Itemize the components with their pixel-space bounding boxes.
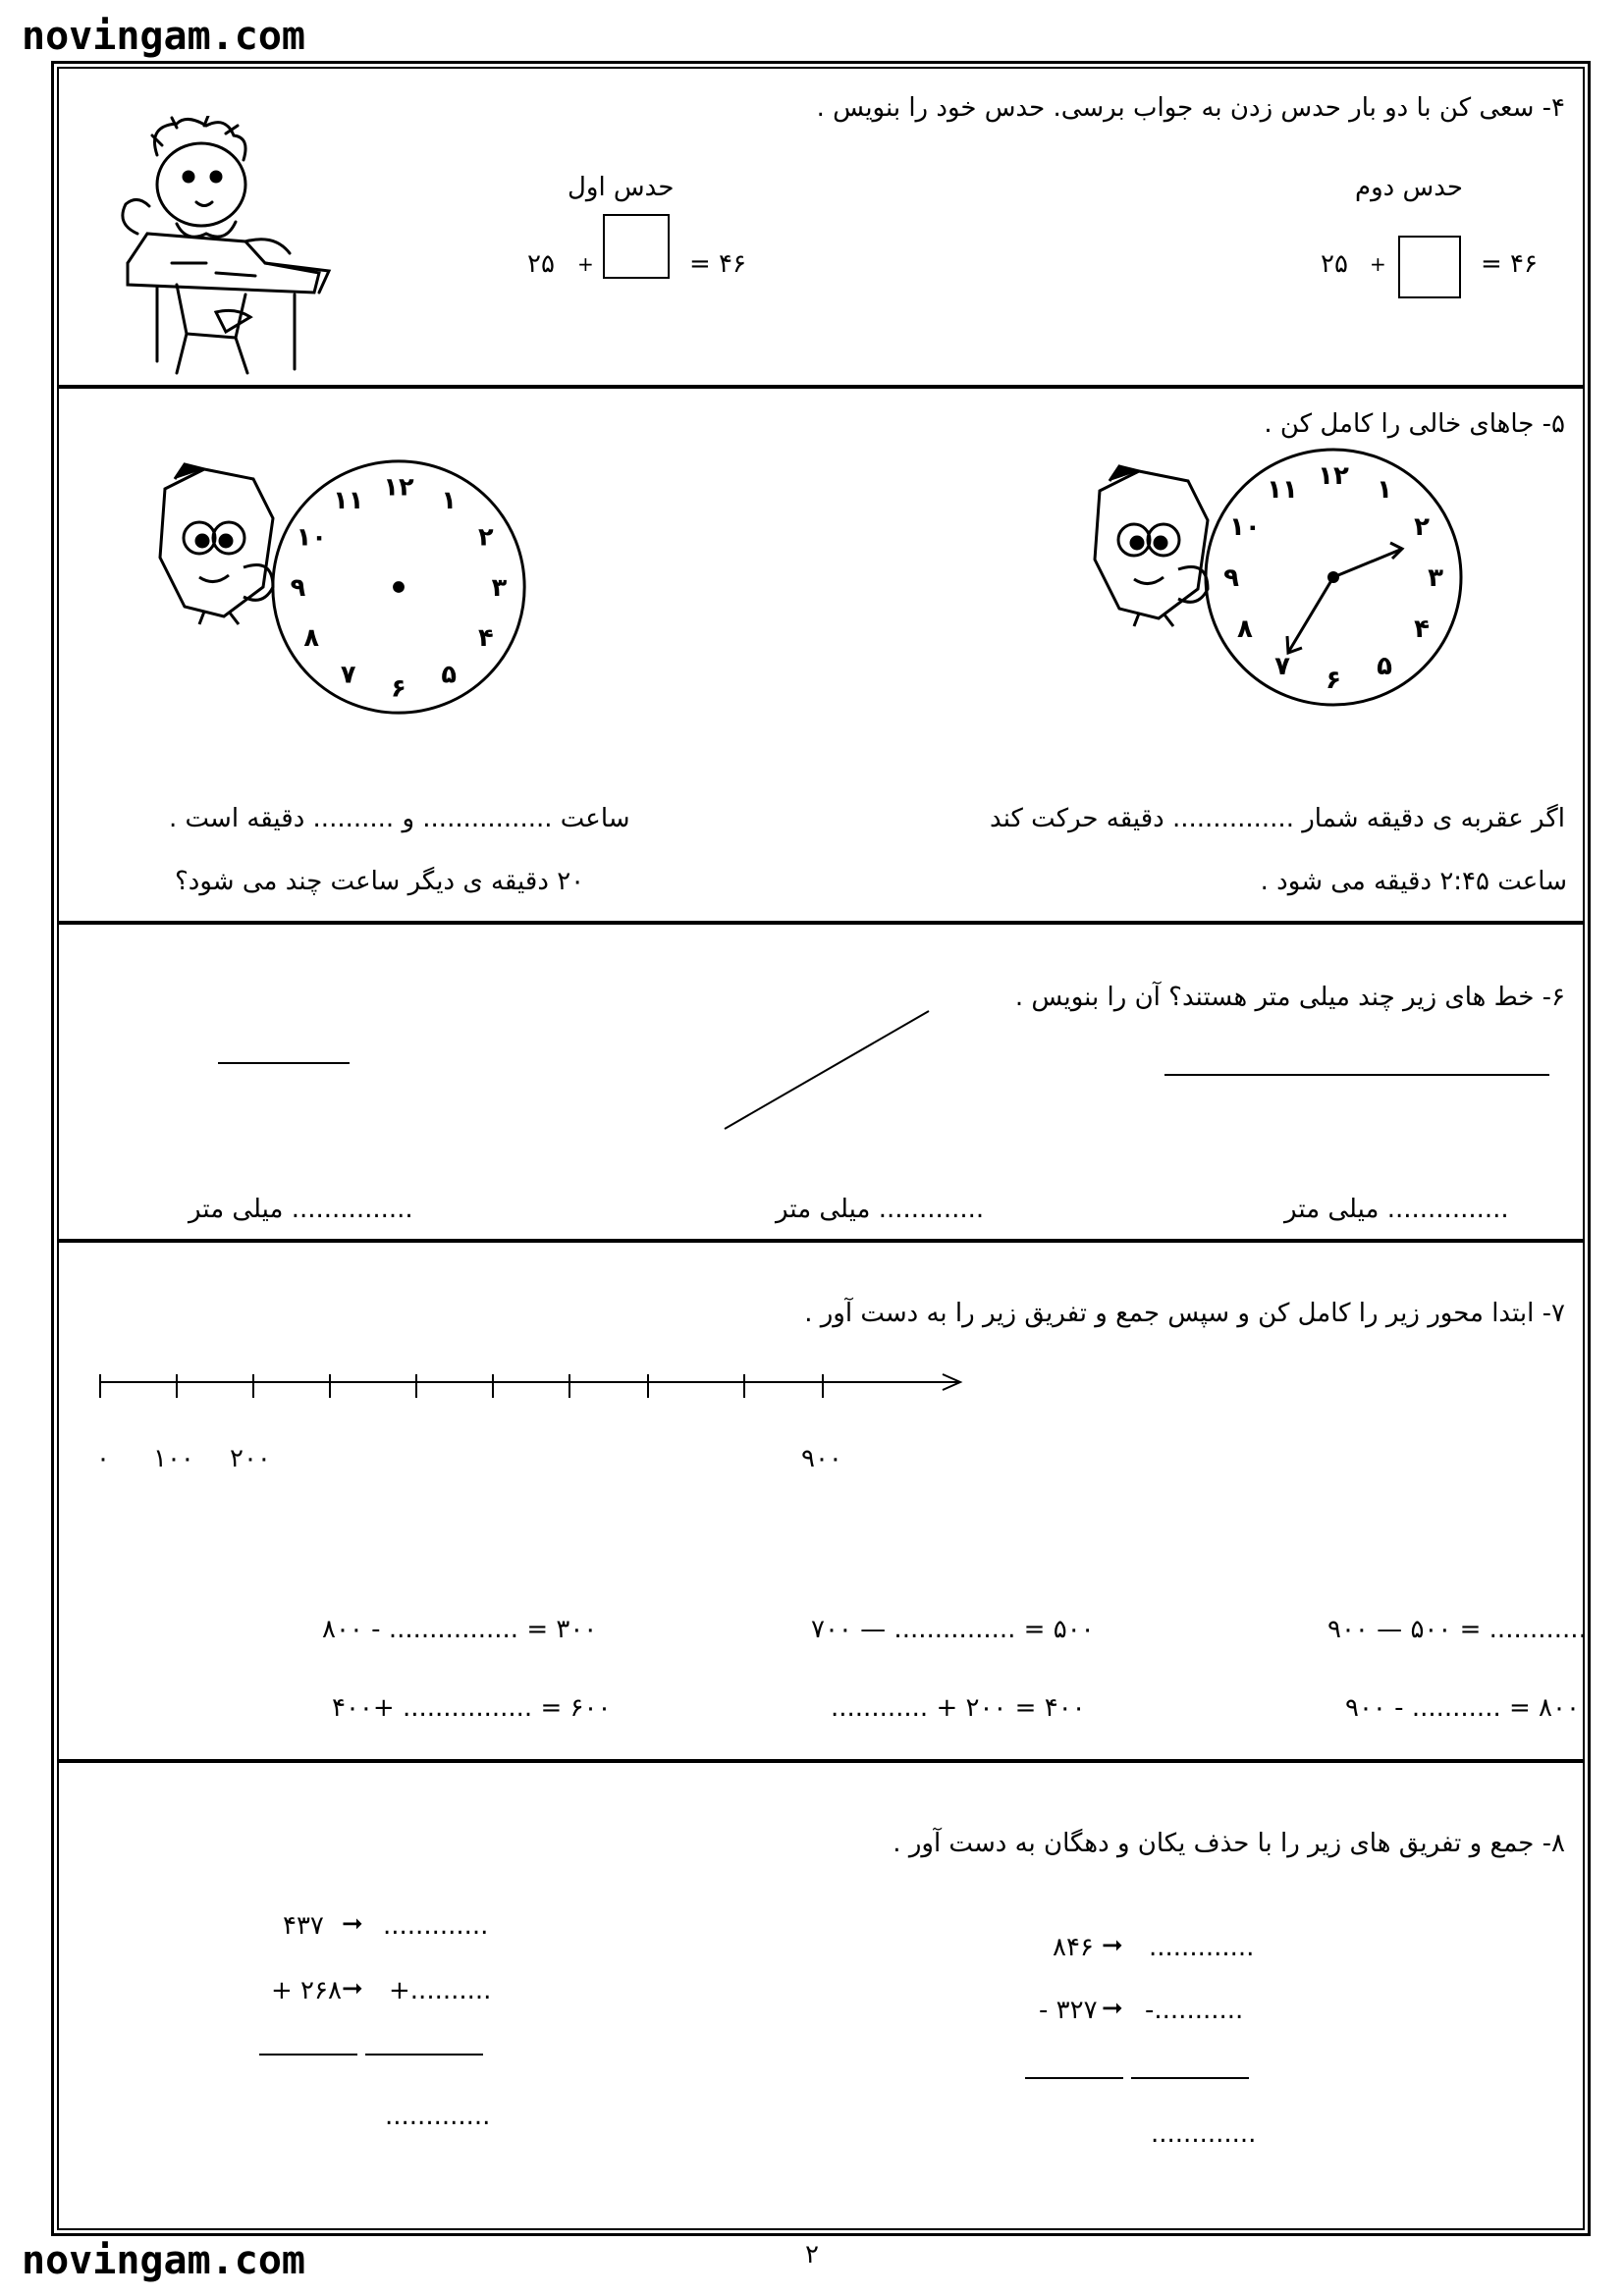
clock-with-hands (1196, 440, 1471, 715)
line-segment-2 (723, 1007, 933, 1133)
clock-numeral-4: ۴ (477, 623, 494, 654)
clock-numeral-12: ۱۲ (383, 472, 414, 503)
clock-numeral-7: ۷ (340, 660, 356, 690)
right-problem-rounded-1[interactable]: ............. (1149, 1933, 1255, 1962)
empty-clock (263, 452, 534, 722)
right-problem-top-number: ۸۴۶ (1053, 1933, 1094, 1962)
guess-2-result: = ۴۶ (1481, 249, 1538, 279)
guess-2-left-number: ۲۵ (1321, 249, 1348, 279)
clock-numeral-2: ۲ (1414, 512, 1431, 542)
hour-hand (1333, 550, 1400, 577)
left-problem-arrow-icon: ➞ (342, 1909, 363, 1939)
left-problem-result[interactable]: ............. (385, 2102, 491, 2131)
number-line-ticks (100, 1374, 823, 1398)
guess-1-answer-box[interactable] (603, 214, 670, 279)
minute-hand (1289, 577, 1333, 651)
clock-numeral-6: ۶ (391, 673, 406, 704)
left-problem-top-number: ۴۳۷ (283, 1911, 324, 1941)
clock-numeral-12: ۱۲ (1318, 461, 1349, 491)
clock-numeral-2: ۲ (477, 522, 494, 553)
clock-numeral-8: ۸ (303, 623, 320, 654)
axis-label-900: ۹۰۰ (801, 1444, 842, 1473)
axis-label-200: ۲۰۰ (230, 1444, 271, 1473)
axis-label-0: ۰ (96, 1444, 110, 1473)
clock-numeral-6: ۶ (1326, 666, 1341, 695)
question-5-prompt: ۵- جاهای خالی را کامل کن . (1264, 409, 1565, 439)
question-6-prompt: ۶- خط های زیر چند میلی متر هستند؟ آن را بنویس . (1014, 983, 1565, 1012)
clock-numeral-1: ۱ (1377, 474, 1392, 505)
guess-2-answer-box[interactable] (1398, 236, 1461, 298)
right-problem-bottom-number: - ۳۲۷ (1039, 1996, 1098, 2025)
clock-numeral-8: ۸ (1236, 614, 1253, 644)
clock-numeral-10: ۱۰ (1229, 512, 1261, 542)
site-logo-footer: novingam.com (22, 2238, 305, 2283)
section-divider (57, 1759, 1585, 1763)
clock-question-left-line-1: ساعت ................ و .......... دقیقه است . (169, 804, 630, 833)
segment-1-answer[interactable]: ............... میلی متر (1284, 1195, 1509, 1224)
question-7-prompt: ۷- ابتدا محور زیر را کامل کن و سپس جمع و تفریق زیر را به دست آور . (804, 1299, 1565, 1328)
right-problem-rounded-2[interactable]: -........... (1145, 1996, 1244, 2025)
clock-numeral-11: ۱۱ (1267, 474, 1298, 505)
segment-3-answer[interactable]: ............... میلی متر (189, 1195, 413, 1224)
clock-numeral-5: ۵ (441, 660, 458, 690)
left-problem-rounded-2[interactable]: +.......... (389, 1976, 492, 2005)
left-problem-underline-1 (259, 2054, 357, 2056)
guess-1-plus: + (577, 252, 594, 276)
clock-question-right-line-1: اگر عقربه ی دقیقه شمار ............... دقیقه حرکت کند (990, 804, 1565, 833)
equation-right-1[interactable]: ............ = ۵۰۰ — ۹۰۰ (1327, 1615, 1587, 1644)
guess-1-label: حدس اول (568, 173, 675, 202)
guess-2-plus: + (1370, 252, 1386, 276)
clock-question-right-line-2: ساعت ۲:۴۵ دقیقه می شود . (1260, 867, 1567, 896)
clock-numeral-9: ۹ (1223, 563, 1239, 593)
guess-2-label: حدس دوم (1355, 173, 1463, 202)
site-logo: novingam.com (22, 14, 305, 59)
clock-numeral-11: ۱۱ (333, 486, 364, 516)
right-problem-arrow-icon: ➞ (1102, 1931, 1123, 1960)
left-problem-underline-2 (365, 2054, 483, 2056)
section-divider (57, 385, 1585, 389)
question-8-prompt: ۸- جمع و تفریق های زیر را با حذف یکان و دهگان به دست آور . (893, 1829, 1565, 1858)
clock-numeral-4: ۴ (1414, 614, 1431, 644)
boy-at-desk-illustration (118, 116, 344, 377)
clock-center (393, 581, 405, 593)
number-line (92, 1368, 976, 1417)
cartoon-clock-character (145, 459, 283, 626)
equation-middle-1[interactable]: ۵۰۰ = ............... — ۷۰۰ (811, 1615, 1095, 1644)
clock-question-left-line-2: ۲۰ دقیقه ی دیگر ساعت چند می شود؟ (175, 867, 585, 896)
axis-label-100: ۱۰۰ (153, 1444, 194, 1473)
left-problem-arrow-icon: ➞ (342, 1974, 363, 2003)
clock-numeral-5: ۵ (1377, 652, 1392, 682)
left-problem-bottom-number: + ۲۶۸ (271, 1976, 342, 2005)
equation-right-2[interactable]: ۸۰۰ = ........... - ۹۰۰ (1345, 1693, 1580, 1723)
worksheet-inner-frame (57, 67, 1585, 2230)
equation-middle-2[interactable]: ۴۰۰ = ۲۰۰ + ............ (831, 1693, 1086, 1723)
clock-numeral-7: ۷ (1274, 652, 1290, 682)
line-segment-3 (218, 1062, 350, 1064)
clock-numeral-10: ۱۰ (296, 522, 327, 553)
right-problem-result[interactable]: ............. (1151, 2119, 1257, 2149)
guess-1-result: = ۴۶ (689, 249, 746, 279)
equation-left-2[interactable]: ۶۰۰ = ................ +۴۰۰ (332, 1693, 612, 1723)
left-problem-rounded-1[interactable]: ............. (383, 1911, 489, 1941)
cartoon-clock-character (1080, 461, 1218, 628)
line-segment-1 (1164, 1074, 1549, 1076)
equation-left-1[interactable]: ۳۰۰ = ................ - ۸۰۰ (322, 1615, 598, 1644)
question-4-prompt: ۴- سعی کن با دو بار حدس زدن به جواب برسی. حدس خود را بنویس . (816, 93, 1565, 123)
page-number: ۲ (805, 2240, 819, 2269)
clock-numeral-9: ۹ (290, 572, 306, 603)
clock-numeral-3: ۳ (1428, 563, 1443, 593)
guess-1-left-number: ۲۵ (527, 249, 555, 279)
segment-2-answer[interactable]: ............. میلی متر (776, 1195, 985, 1224)
clock-numeral-3: ۳ (491, 572, 508, 603)
right-problem-arrow-icon: ➞ (1102, 1994, 1123, 2023)
right-problem-underline-1 (1025, 2077, 1123, 2079)
section-divider (57, 921, 1585, 925)
clock-numeral-1: ۱ (441, 486, 458, 516)
right-problem-underline-2 (1131, 2077, 1249, 2079)
section-divider (57, 1239, 1585, 1243)
